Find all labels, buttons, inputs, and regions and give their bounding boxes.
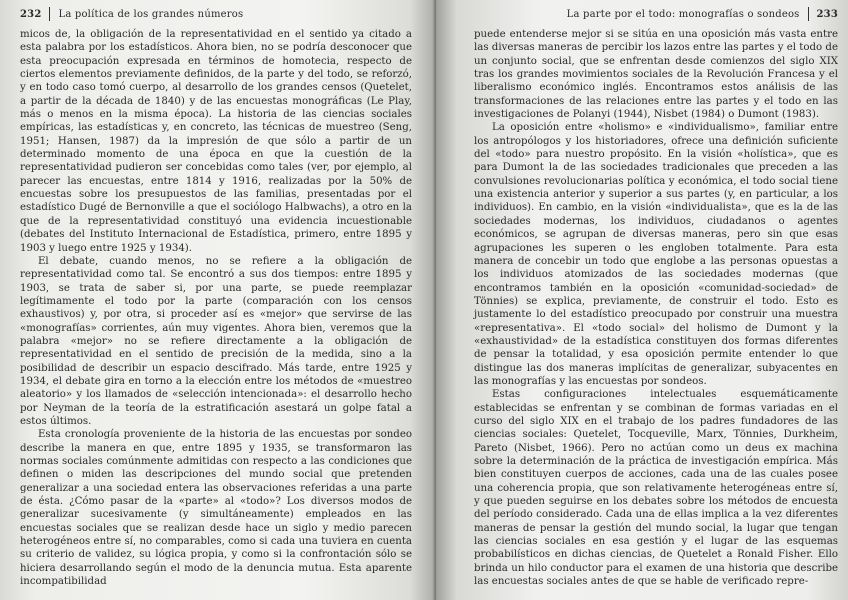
- right-page: [436, 0, 848, 600]
- header-divider: [808, 7, 809, 21]
- paragraph: puede entenderse mejor si se sitúa en una oposición más vasta entre las diversas maneras de percibir los lazos entre las partes y el todo de un conjunto social, que se enfrentan desde comienzos del siglo XIX tras los grandes movimientos sociales de la Revolución Francesa y el liberalismo económico inglés. Encontramos estos análisis de las transformaciones de las relaciones entre las partes y el todo en las investigaciones de Polanyi (1944), Nisbet (1984) o Dumont (1983).: [474, 29, 838, 121]
- paragraph: La oposición entre «holismo» e «individualismo», familiar entre los antropólogos y los historiadores, ofrece una definición suficiente del «todo» para nuestro propósito. En la visión «holística», que es para Dumont la de las sociedades tradicionales que preceden a las convulsiones revolucionarias política y económica, el todo social tiene una existencia anterior y superior a sus partes (y, en particular, a los individuos). En cambio, en la visión «individualista», que es la de las sociedades modernas, los individuos, ciudadanos o agentes económicos, se agrupan de diversas maneras, pero sin que esas agrupaciones les superen o les engloben totalmente. Para esta manera de concebir un todo que englobe a las personas opuestas a los individuos atomizados de las sociedades modernas (que encontramos también en la oposición «comunidad-sociedad» de Tönnies) se explica, previamente, de construir el todo. Esto es justamente lo del estadístico preocupado por construir una muestra «representativa». El «todo social» del holismo de Dumont y la «exhaustividad» de la estadística constituyen dos formas diferentes de pensar la totalidad, y esa oposición permite entender lo que distingue las dos maneras implícitas de generalizar, subyacentes en las monografías y las encuestas por sondeos.: [474, 122, 838, 387]
- paragraph: El debate, cuando menos, no se refiere a la obligación de representatividad como tal. Se encontró a sus dos tiempos: entre 1895 y 1903, se trata de saber si, por una parte, se puede reemplazar legítimamente el todo por la parte (comparación con los censos exhaustivos) y, por otra, si proceder así es «mejor» que servirse de las «monografías» corrientes, aún muy vigentes. Ahora bien, veremos que la palabra «mejor» no se refiere directamente a la obligación de representatividad en el sentido de precisión de la medida, sino a la posibilidad de describir un espacio descifrado. Más tarde, entre 1925 y 1934, el debate gira en torno a la elección entre los métodos de «muestreo aleatorio» y los llamados de «selección intencionada»: el desarrollo hecho por Neyman de la teoría de la estratificación asestará un golpe fatal a estos últimos.: [20, 255, 412, 427]
- header-divider: [49, 7, 50, 21]
- running-head-left: La política de los grandes números: [58, 8, 244, 20]
- paragraph: Estas configuraciones intelectuales esquemáticamente establecidas se enfrentan y se combinan de formas variadas en el curso del siglo XIX en el trabajo de los padres fundadores de las ciencias sociales: Quetelet, Tocqueville, Marx, Tönnies, Durkheim, Pareto (Nisbet, 1966). Pero no actúan como un deus ex machina sobre la determinación de la práctica de investigación empírica. Más bien constituyen cuerpos de acciones, cada una de las cuales posee una coherencia propia, que son relativamente heterogéneas entre sí, y que pueden seguirse en los debates sobre los métodos de encuesta del período considerado. Cada una de ellas implica a la vez diferentes maneras de pensar la gestión del mundo social, la lugar que tengan las ciencias sociales en esa gestión y el lugar de las esquemas probabilísticos en dichas ciencias, de Quetelet a Ronald Fisher. Ello brinda un hilo conductor para el examen de una historia que describe las encuestas sociales antes de que se hable de verificado repre-: [474, 389, 838, 588]
- running-head-right: La parte por el todo: monografías o sondeos: [566, 8, 800, 20]
- right-running-header: [474, 6, 838, 22]
- left-body-text: [20, 28, 412, 588]
- paragraph: micos de, la obligación de la representatividad en el sentido ya citado a esta palabra por los estadísticos. Ahora bien, no se podría desconocer que esta preocupación expresada en términos de homotecia, respecto de ciertos elementos previamente definidos, de la parte y del todo, se reforzó, y en todo caso tomó cuerpo, al desarrollo de los grandes censos (Quetelet, a partir de la década de 1840) y de las encuestas monográficas (Le Play, más o menos en la misma época). La historia de las ciencias sociales empíricas, las estadísticas y, en concreto, las técnicas de muestreo (Seng, 1951; Hansen, 1987) da la impresión de que sólo a partir de un determinado momento de una época en que la cuestión de la representatividad pudieron ser concebidas como tales (ver, por ejemplo, al parecer las encuestas, entre 1814 y 1916, realizadas por la 50% de encuestas sobre los presupuestos de las familias, presentadas por el estadístico Dugé de Bernonville a que el sociólogo Halbwachs), a otro en la que de la representatividad constituyó una evidencia incuestionable (debates del Instituto Internacional de Estadística, primero, entre 1895 y 1903 y luego entre 1925 y 1934).: [20, 29, 412, 254]
- page-number-left: 232: [20, 8, 42, 20]
- right-body-text: [474, 28, 838, 588]
- page-number-right: 233: [816, 8, 838, 20]
- left-running-header: [20, 6, 412, 22]
- paragraph: Esta cronología proveniente de la historia de las encuestas por sondeo describe la manera en que, entre 1895 y 1935, se transformaron las normas sociales comúnmente admitidas con respecto a las condiciones que definen o miden las descripciones del mundo social que pretenden generalizar a una sociedad entera las observaciones referidas a una parte de ésta. ¿Cómo pasar de la «parte» al «todo»? Los diversos modos de generalizar sucesivamente (y simultáneamente) empleados en las encuestas sociales que se realizan desde hace un siglo y medio parecen heterogéneos entre sí, no comparables, como si cada una tuviera en cuenta su criterio de validez, su lógica propia, y como si la confrontación sólo se hiciera desarrollando según el modo de la denuncia mutua. Esta aparente incompatibilidad: [20, 429, 412, 588]
